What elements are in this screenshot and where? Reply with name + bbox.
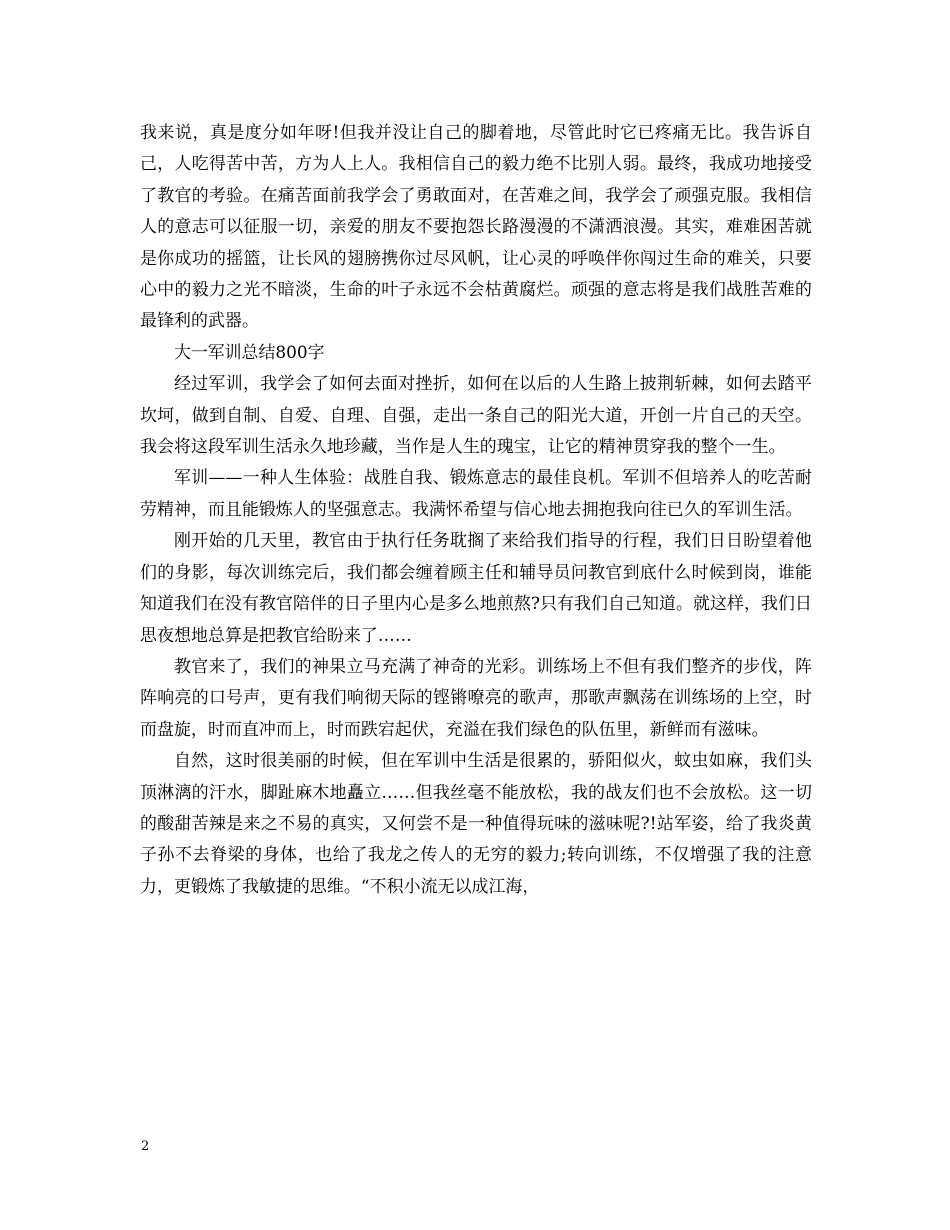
paragraph: 经过军训，我学会了如何去面对挫折，如何在以后的人生路上披荆斩棘，如何去踏平坎坷，做到自制、自爱、自理、自强，走出一条自己的阳光大道，开创一片自己的天空。我会将这段军训生活永久地珍藏，当作是人生的瑰宝，让它的精神贯穿我的整个一生。 [140,373,812,457]
document-body [140,117,812,902]
paragraph: 自然，这时很美丽的时候，但在军训中生活是很累的，骄阳似火，蚊虫如麻，我们头顶淋漓的汗水，脚趾麻木地矗立……但我丝毫不能放松，我的战友们也不会放松。这一切的酸甜苦辣是来之不易的真实，又何尝不是一种值得玩味的滋味呢?!站军姿，给了我炎黄子孙不去脊梁的身体，也给了我龙之传人的无穷的毅力;转向训练，不仅增强了我的注意力，更锻炼了我敏捷的思维。“不积小流无以成江海， [140,750,812,896]
paragraph: 教官来了，我们的神果立马充满了神奇的光彩。训练场上不但有我们整齐的步伐，阵阵响亮的口号声，更有我们响彻天际的铿锵嘹亮的歌声，那歌声飘荡在训练场的上空，时而盘旋，时而直冲而上，时而跌宕起伏，充溢在我们绿色的队伍里，新鲜而有滋味。 [140,655,812,739]
paragraph: 刚开始的几天里，教官由于执行任务耽搁了来给我们指导的行程，我们日日盼望着他们的身影，每次训练完后，我们都会缠着顾主任和辅导员问教官到底什么时候到岗，谁能知道我们在没有教官陪伴的日子里内心是多么地煎熬?只有我们自己知道。就这样，我们日思夜想地总算是把教官给盼来了…… [140,530,812,645]
paragraph: 军训——一种人生体验：战胜自我、锻炼意志的最佳良机。军训不但培养人的吃苦耐劳精神，而且能锻炼人的坚强意志。我满怀希望与信心地去拥抱我向往已久的军训生活。 [140,467,812,519]
section-heading: 大一军训总结800字 [174,341,325,362]
page-number: 2 [141,1139,150,1154]
paragraph-continuation: 我来说，真是度分如年呀!但我并没让自己的脚着地，尽管此时它已疼痛无比。我告诉自己，人吃得苦中苦，方为人上人。我相信自己的毅力绝不比别人弱。最终，我成功地接受了教官的考验。在痛苦面前我学会了勇敢面对，在苦难之间，我学会了顽强克服。我相信人的意志可以征服一切，亲爱的朋友不要抱怨长路漫漫的不潇洒浪漫。其实，难难困苦就是你成功的摇篮，让长风的翅膀携你过尽风帆，让心灵的呼唤伴你闯过生命的难关，只要心中的毅力之光不暗淡，生命的叶子永远不会枯黄腐烂。顽强的意志将是我们战胜苦难的最锋利的武器。 [140,122,812,331]
